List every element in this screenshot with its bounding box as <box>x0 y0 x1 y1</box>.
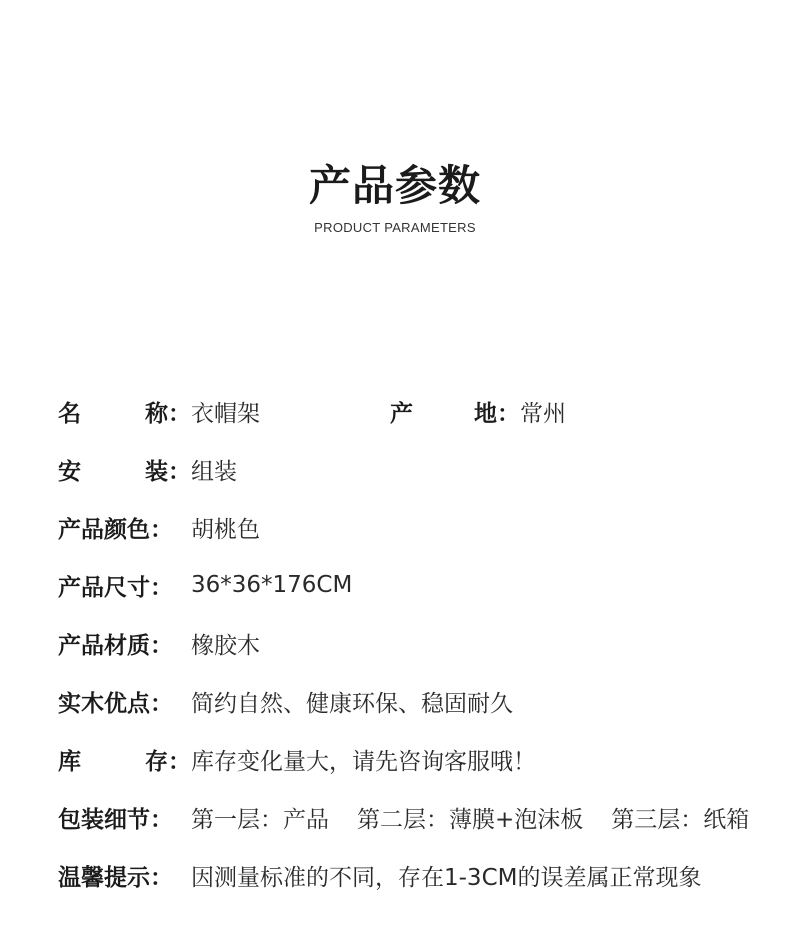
param-label-color: 产品颜色： <box>58 516 173 543</box>
parameter-list <box>58 382 778 904</box>
param-value-origin: 常州 <box>520 400 566 427</box>
param-row-color <box>58 498 778 556</box>
param-label-tips: 温馨提示： <box>58 864 173 891</box>
param-label-install: 安 装： <box>58 458 191 485</box>
param-label-size: 产品尺寸： <box>58 574 173 601</box>
param-value-tips: 因测量标准的不同，存在1-3CM的误差属正常现象 <box>191 864 702 891</box>
param-label-material: 产品材质： <box>58 632 173 659</box>
param-row-material <box>58 614 778 672</box>
param-row-advantages <box>58 672 778 730</box>
param-value-packaging <box>191 801 749 834</box>
param-value-stock: 库存变化量大，请先咨询客服哦！ <box>191 748 536 775</box>
param-value-material: 橡胶木 <box>191 632 260 659</box>
param-value-size: 36*36*176CM <box>191 572 353 598</box>
page-header <box>0 158 790 235</box>
param-row-size <box>58 556 778 614</box>
param-row-stock <box>58 730 778 788</box>
packaging-layer-1: 第一层：产品 <box>191 806 329 833</box>
page-title: 产品参数 <box>308 161 481 210</box>
param-value-install: 组装 <box>191 458 237 485</box>
packaging-layer-2: 第二层：薄膜+泡沫板 <box>357 806 584 833</box>
param-label-advantages: 实木优点： <box>58 690 173 717</box>
param-row-name-origin <box>58 382 778 440</box>
page-subtitle: PRODUCT PARAMETERS <box>314 220 476 235</box>
param-row-install <box>58 440 778 498</box>
param-row-packaging <box>58 788 778 846</box>
param-label-origin: 产 地： <box>390 400 520 427</box>
param-row-tips <box>58 846 778 904</box>
param-value-name: 衣帽架 <box>191 400 260 427</box>
param-label-name: 名 称： <box>58 400 191 427</box>
param-value-color: 胡桃色 <box>191 516 260 543</box>
packaging-layer-3: 第三层：纸箱 <box>611 806 750 833</box>
param-value-advantages: 简约自然、健康环保、稳固耐久 <box>191 690 513 717</box>
param-label-packaging: 包装细节： <box>58 806 173 833</box>
param-label-stock: 库 存： <box>58 748 191 775</box>
